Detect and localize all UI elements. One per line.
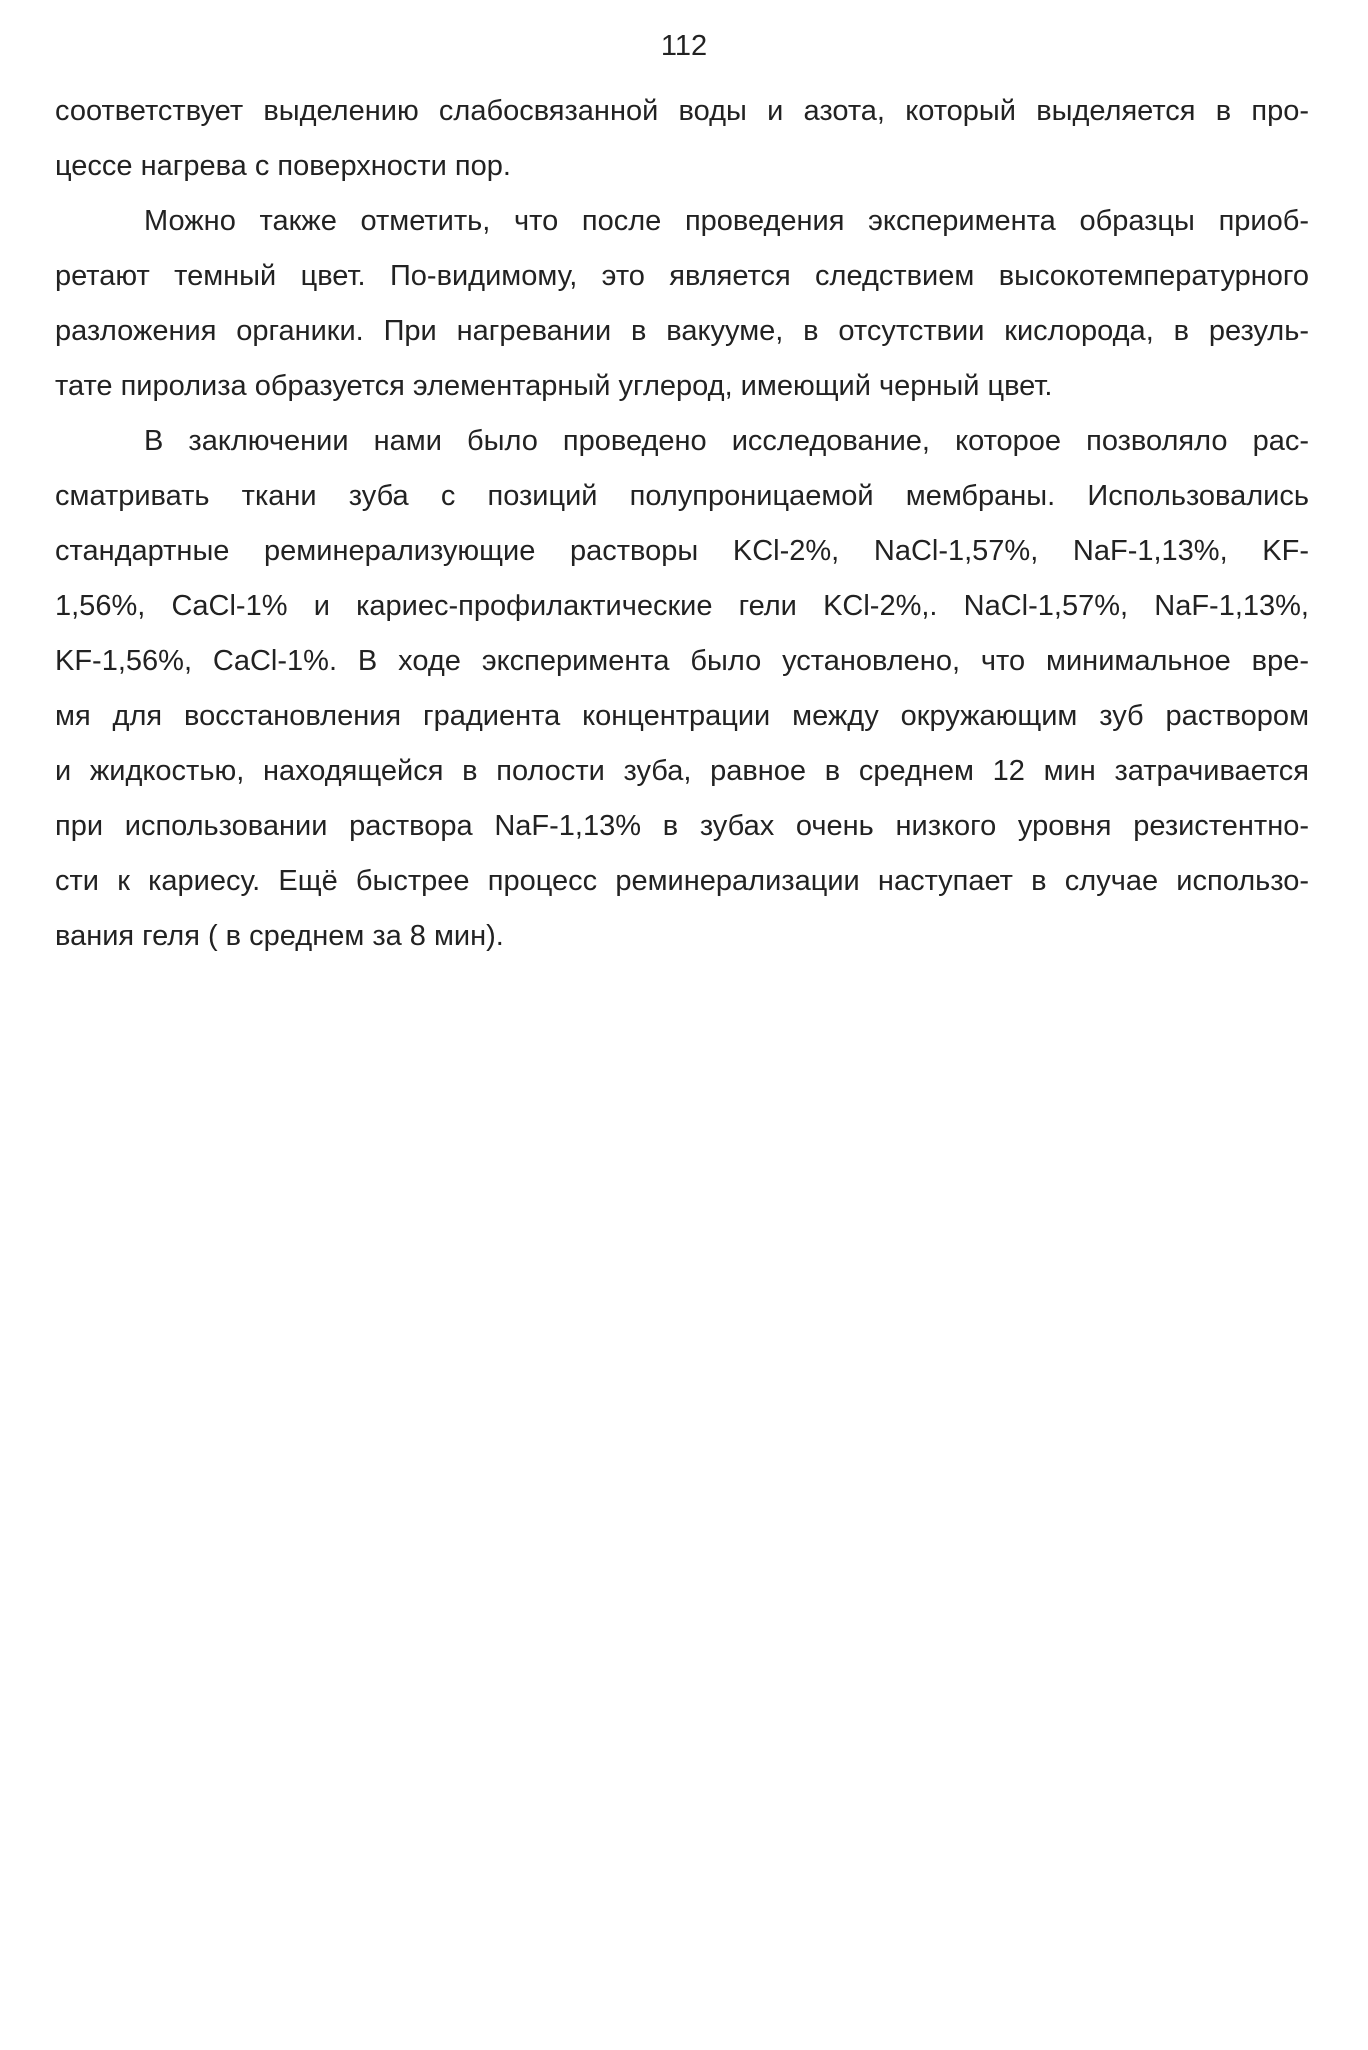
text-line: 1,56%, CaCl-1% и кариес-профилактические гели KCl-2%,. NaCl-1,57%, NaF-1,13%, bbox=[55, 590, 1309, 622]
text-line: при использовании раствора NaF-1,13% в зубах очень низкого уровня резистентно- bbox=[55, 810, 1309, 842]
text-line: стандартные реминерализующие растворы KCl-2%, NaCl-1,57%, NaF-1,13%, KF- bbox=[55, 535, 1309, 567]
text-line: В заключении нами было проведено исследование, которое позволяло рас- bbox=[144, 425, 1309, 457]
text-line: мя для восстановления градиента концентрации между окружающим зуб раствором bbox=[55, 700, 1309, 732]
text-line: цессе нагрева с поверхности пор. bbox=[55, 150, 511, 182]
text-line: Можно также отметить, что после проведения эксперимента образцы приоб- bbox=[144, 205, 1309, 237]
text-line: тате пиролиза образуется элементарный углерод, имеющий черный цвет. bbox=[55, 370, 1053, 402]
text-line: вания геля ( в среднем за 8 мин). bbox=[55, 920, 504, 952]
text-line: ретают темный цвет. По-видимому, это является следствием высокотемпературного bbox=[55, 260, 1309, 292]
text-line: сматривать ткани зуба с позиций полупроницаемой мембраны. Использовались bbox=[55, 480, 1309, 512]
text-line: разложения органики. При нагревании в вакууме, в отсутствии кислорода, в резуль- bbox=[55, 315, 1309, 347]
page-number: 112 bbox=[660, 30, 708, 62]
text-line: сти к кариесу. Ещё быстрее процесс реминерализации наступает в случае использо- bbox=[55, 865, 1309, 897]
text-line: и жидкостью, находящейся в полости зуба, равное в среднем 12 мин затрачивается bbox=[55, 755, 1309, 787]
body-text bbox=[55, 84, 1309, 964]
text-line: соответствует выделению слабосвязанной воды и азота, который выделяется в про- bbox=[55, 95, 1309, 127]
text-line: KF-1,56%, CaCl-1%. В ходе эксперимента было установлено, что минимальное вре- bbox=[55, 645, 1309, 677]
